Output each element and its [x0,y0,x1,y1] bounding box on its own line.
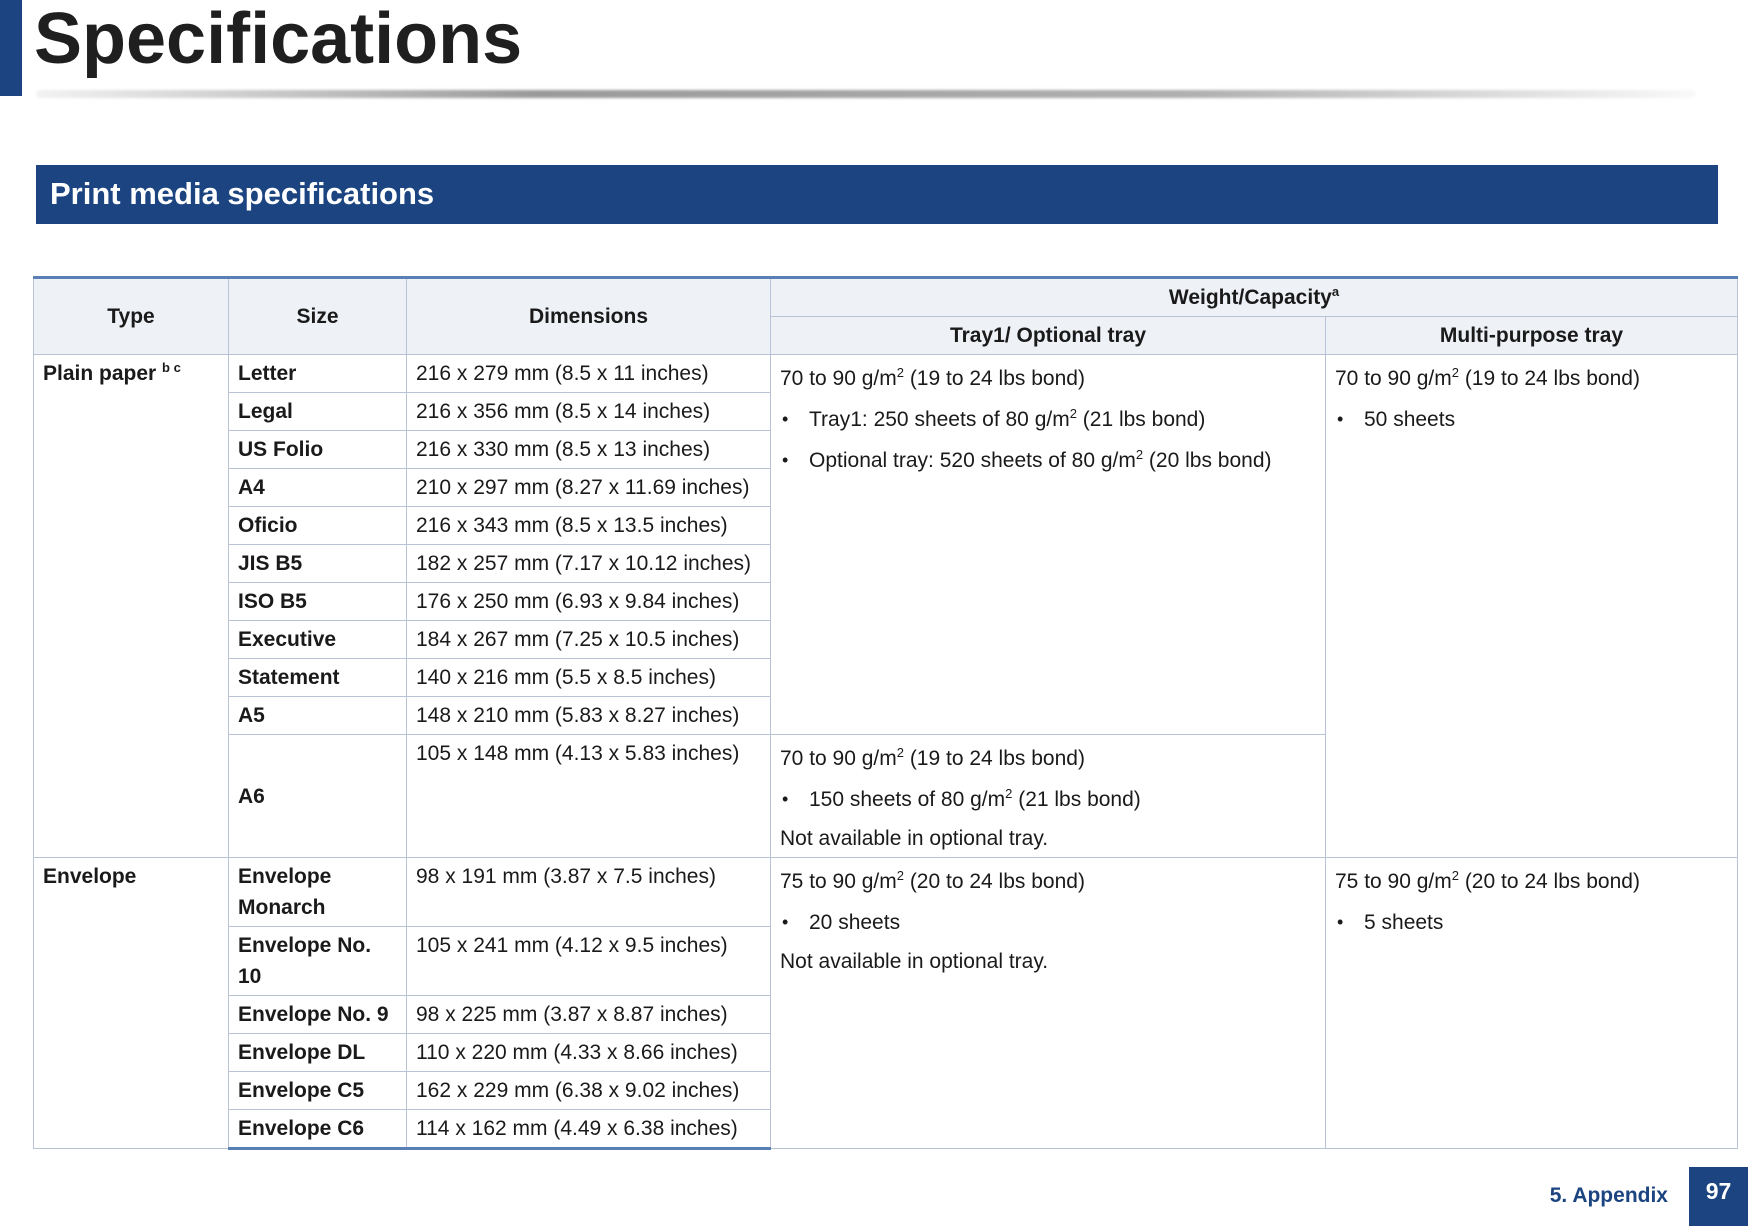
dimension-cell: 184 x 267 mm (7.25 x 10.5 inches) [407,621,771,659]
dimension-cell: 216 x 279 mm (8.5 x 11 inches) [407,355,771,393]
title-accent-bar [0,0,22,96]
section-title: Print media specifications [50,176,435,211]
dimension-cell: 114 x 162 mm (4.49 x 6.38 inches) [407,1110,771,1149]
list-item: • 20 sheets [780,907,1316,938]
dimension-cell: 105 x 241 mm (4.12 x 9.5 inches) [407,927,771,996]
header-multi-purpose: Multi-purpose tray [1326,317,1738,355]
size-cell: US Folio [229,431,407,469]
header-weight-capacity: Weight/Capacity$^a$ [771,278,1738,317]
page-number-box [1689,1167,1748,1226]
dimension-cell: 216 x 356 mm (8.5 x 14 inches) [407,393,771,431]
type-cell-plain: Plain paper $^{b c}$ [34,355,229,858]
size-cell: Envelope Monarch [229,858,407,927]
size-cell: Envelope No. 10 [229,927,407,996]
tray1-cell-plain: 70 to 90 $g/m^2$ (19 to 24 lbs bond) • Tray1: 250 sheets of 80 $g/m^2$ (21 lbs bond) • Optional tray: 520 sheets of 80 $g/m^2$ (20 lbs bond) [771,355,1326,735]
size-cell: JIS B5 [229,545,407,583]
dimension-cell: 140 x 216 mm (5.5 x 8.5 inches) [407,659,771,697]
size-cell: Envelope C6 [229,1110,407,1149]
list-item: • 5 sheets [1335,907,1728,938]
dimension-cell: 216 x 330 mm (8.5 x 13 inches) [407,431,771,469]
tray1-cell-envelope: 75 to 90 $g/m^2$ (20 to 24 lbs bond) • 20 sheets Not available in optional tray. [771,858,1326,1149]
size-cell: Statement [229,659,407,697]
size-cell: Envelope No. 9 [229,996,407,1034]
header-dimensions: Dimensions [407,278,771,355]
type-cell-envelope: Envelope [34,858,229,1149]
title-divider [36,90,1696,98]
list-item: • Optional tray: 520 sheets of 80 $g/m^2$ (20 lbs bond) [780,445,1316,476]
page-title: Specifications [34,0,523,79]
list-item: • 50 sheets [1335,404,1728,435]
header-type: Type [34,278,229,355]
footnote-a: a [1331,284,1340,299]
dimension-cell: 148 x 210 mm (5.83 x 8.27 inches) [407,697,771,735]
size-cell: A5 [229,697,407,735]
mp-cell-plain: 70 to 90 $g/m^2$ (19 to 24 lbs bond) • 50 sheets [1326,355,1738,858]
dimension-cell: 216 x 343 mm (8.5 x 13.5 inches) [407,507,771,545]
size-cell: Oficio [229,507,407,545]
header-tray1: Tray1/ Optional tray [771,317,1326,355]
list-item: • 150 sheets of 80 $g/m^2$ (21 lbs bond) [780,784,1316,815]
mp-cell-envelope: 75 to 90 $g/m^2$ (20 to 24 lbs bond) • 5 sheets [1326,858,1738,1149]
dimension-cell: 162 x 229 mm (6.38 x 9.02 inches) [407,1072,771,1110]
table-row [34,355,1738,393]
size-cell: Executive [229,621,407,659]
page-number: 97 [1705,1178,1732,1204]
header-size: Size [229,278,407,355]
size-cell: ISO B5 [229,583,407,621]
dimension-cell: 182 x 257 mm (7.17 x 10.12 inches) [407,545,771,583]
tray1-cell-a6: 70 to 90 $g/m^2$ (19 to 24 lbs bond) • 150 sheets of 80 $g/m^2$ (21 lbs bond) Not available in optional tray. [771,735,1326,858]
size-cell: A4 [229,469,407,507]
footer-chapter: 5. Appendix [1549,1184,1668,1207]
dimension-cell: 105 x 148 mm (4.13 x 5.83 inches) [407,735,771,858]
dimension-cell: 98 x 191 mm (3.87 x 7.5 inches) [407,858,771,927]
dimension-cell: 176 x 250 mm (6.93 x 9.84 inches) [407,583,771,621]
dimension-cell: 210 x 297 mm (8.27 x 11.69 inches) [407,469,771,507]
dimension-cell: 110 x 220 mm (4.33 x 8.66 inches) [407,1034,771,1072]
list-item: • Tray1: 250 sheets of 80 $g/m^2$ (21 lbs bond) [780,404,1316,435]
size-cell: A6 [229,735,407,858]
dimension-cell: 98 x 225 mm (3.87 x 8.87 inches) [407,996,771,1034]
table-row [34,858,1738,927]
print-media-table [33,276,1737,1150]
size-cell: Legal [229,393,407,431]
size-cell: Envelope DL [229,1034,407,1072]
size-cell: Envelope C5 [229,1072,407,1110]
section-header [36,165,1718,224]
size-cell: Letter [229,355,407,393]
